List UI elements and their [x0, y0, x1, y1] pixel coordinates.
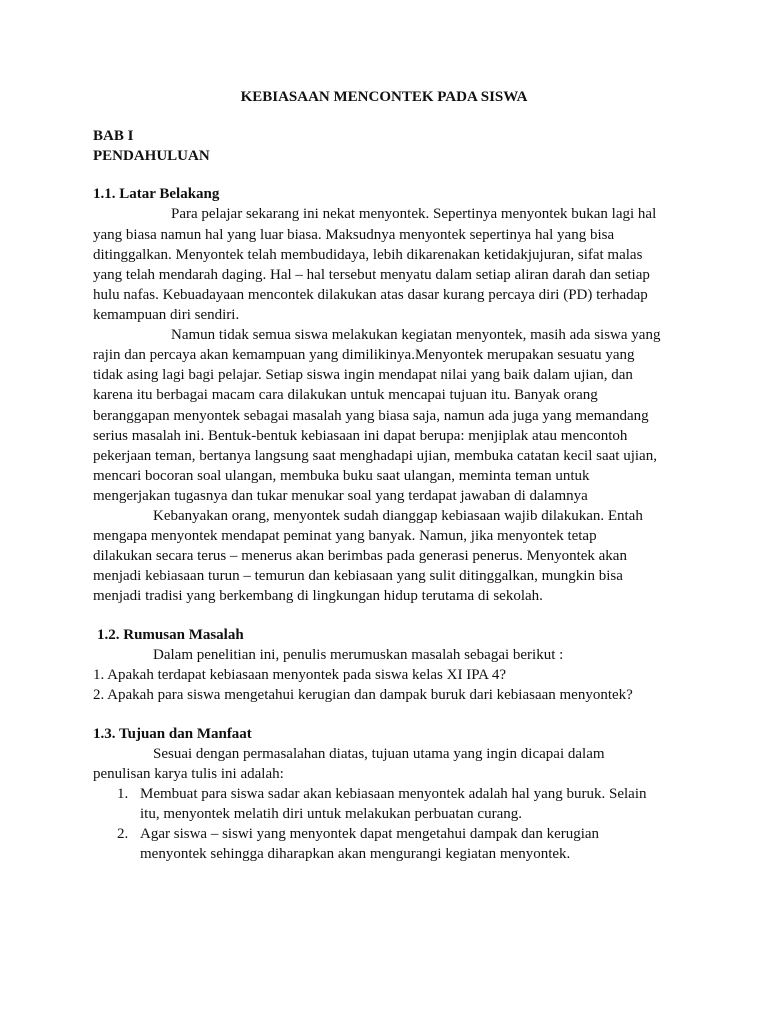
section-heading-latar-belakang: 1.1. Latar Belakang	[93, 186, 220, 202]
paragraph-line: Namun tidak semua siswa melakukan kegiatan menyontek, masih ada siswa yang	[171, 327, 661, 343]
paragraph-line: karena itu berbagai macam cara dilakukan untuk mencapai tujuan itu. Banyak orang	[93, 387, 598, 403]
paragraph-line: mencari bocoran soal ulangan, membuka buku saat ulangan, meminta teman untuk	[93, 468, 590, 484]
chapter-title: PENDAHULUAN	[93, 148, 210, 164]
paragraph-line: Sesuai dengan permasalahan diatas, tujuan utama yang ingin dicapai dalam	[153, 746, 605, 762]
paragraph-line: kemampuan diri sendiri.	[93, 307, 240, 323]
list-number: 1.	[117, 786, 129, 802]
paragraph-line: ditinggalkan. Menyontek telah membudidaya, lebih dikarenakan ketidakjujuran, sifat malas	[93, 247, 643, 263]
paragraph-line: mengerjakan tugasnya dan tukar menukar soal yang terdapat jawaban di dalamnya	[93, 488, 588, 504]
paragraph-line: yang telah mendarah daging. Hal – hal tersebut menyatu dalam setiap aliran darah dan setiap	[93, 267, 650, 283]
list-number: 2.	[117, 826, 129, 842]
list-item: Membuat para siswa sadar akan kebiasaan menyontek adalah hal yang buruk. Selain	[140, 786, 647, 802]
list-item: menyontek sehingga diharapkan akan mengurangi kegiatan menyontek.	[140, 846, 571, 862]
paragraph-line: tidak asing lagi bagi pelajar. Setiap siswa ingin mendapat nilai yang baik dalam ujian, dan	[93, 367, 633, 383]
list-item: itu, menyontek melatih diri untuk melakukan perbuatan curang.	[140, 806, 522, 822]
list-item: Agar siswa – siswi yang menyontek dapat mengetahui dampak dan kerugian	[140, 826, 600, 842]
paragraph-line: rajin dan percaya akan kemampuan yang dimilikinya.Menyontek merupakan sesuatu yang	[93, 347, 635, 363]
paragraph-line: Para pelajar sekarang ini nekat menyontek. Sepertinya menyontek bukan lagi hal	[171, 206, 657, 222]
paragraph-line: menjadi kebiasaan turun – temurun dan kebiasaan yang sulit ditinggalkan, mungkin bisa	[93, 568, 623, 584]
paragraph-line: Kebanyakan orang, menyontek sudah dianggap kebiasaan wajib dilakukan. Entah	[153, 508, 643, 524]
section-heading-rumusan-masalah: 1.2. Rumusan Masalah	[97, 627, 244, 643]
document-title: KEBIASAAN MENCONTEK PADA SISWA	[240, 89, 528, 105]
list-item: 2. Apakah para siswa mengetahui kerugian dan dampak buruk dari kebiasaan menyontek?	[93, 687, 633, 703]
paragraph-line: menjadi tradisi yang berkembang di lingkungan hidup terutama di sekolah.	[93, 588, 543, 604]
paragraph-line: penulisan karya tulis ini adalah:	[93, 766, 284, 782]
section-heading-tujuan-manfaat: 1.3. Tujuan dan Manfaat	[93, 726, 252, 742]
chapter-number: BAB I	[93, 128, 134, 144]
paragraph-line: hulu nafas. Kebuadayaan mencontek dilakukan atas dasar kurang percaya diri (PD) terhadap	[93, 287, 648, 303]
paragraph-line: pekerjaan teman, bertanya langsung saat menghadapi ujian, membuka catatan kecil saat ujian,	[93, 448, 657, 464]
paragraph-line: serius masalah ini. Bentuk-bentuk kebiasaan ini dapat berupa: menjiplak atau mencontoh	[93, 428, 628, 444]
paragraph-line: mengapa menyontek mendapat peminat yang banyak. Namun, jika menyontek tetap	[93, 528, 597, 544]
list-item: 1. Apakah terdapat kebiasaan menyontek pada siswa kelas XI IPA 4?	[93, 667, 507, 683]
paragraph-line: dilakukan secara terus – menerus akan berimbas pada generasi penerus. Menyontek akan	[93, 548, 627, 564]
paragraph-line: Dalam penelitian ini, penulis merumuskan masalah sebagai berikut :	[153, 647, 564, 663]
paragraph-line: yang biasa namun hal yang luar biasa. Maksudnya menyontek sepertinya hal yang bisa	[93, 227, 615, 243]
paragraph-line: beranggapan menyontek sebagai masalah yang biasa saja, namun ada juga yang memandang	[93, 408, 649, 424]
